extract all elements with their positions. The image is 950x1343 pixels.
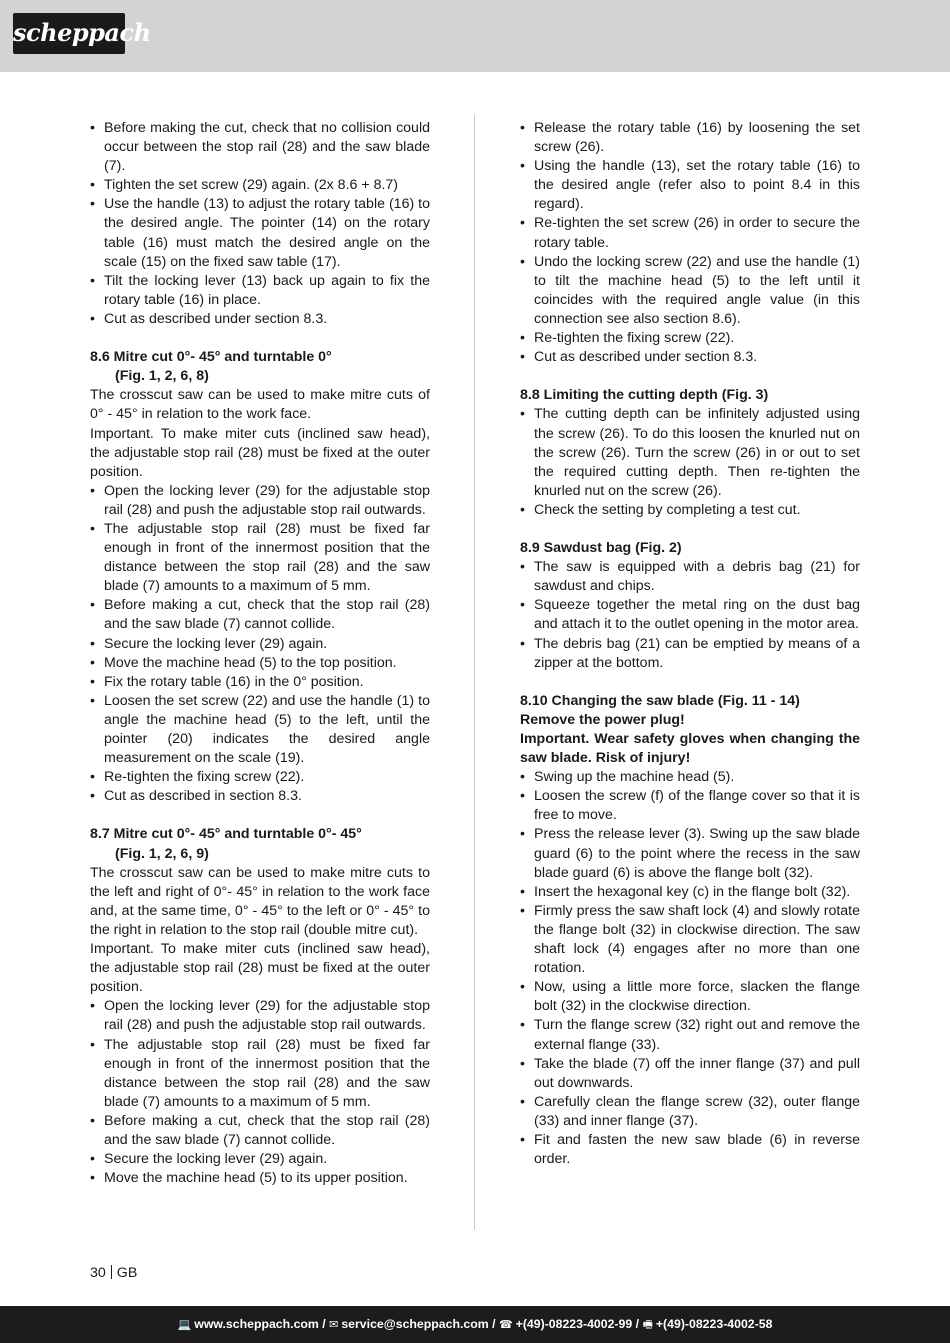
list-item: • Turn the flange screw (32) right out and remove the external flange (33). bbox=[520, 1016, 860, 1054]
list-8-9 bbox=[520, 558, 860, 673]
list-item: • Now, using a little more force, slacken the flange bolt (32) in the clockwise direction. bbox=[520, 978, 860, 1016]
list-8-8 bbox=[520, 405, 860, 520]
list-item: • Move the machine head (5) to the top position. bbox=[90, 654, 430, 673]
list-item: • Re-tighten the fixing screw (22). bbox=[520, 329, 860, 348]
list-8-7 bbox=[90, 997, 430, 1188]
list-item: • Carefully clean the flange screw (32), outer flange (33) and inner flange (37). bbox=[520, 1093, 860, 1131]
paragraph: The crosscut saw can be used to make mitre cuts of 0° - 45° in relation to the work face. bbox=[90, 387, 430, 423]
brand-logo: scheppach bbox=[13, 13, 125, 54]
fax-icon: 🖷 bbox=[642, 1319, 653, 1331]
phone-icon: ☎ bbox=[498, 1319, 513, 1331]
warning-power-plug: Remove the power plug! bbox=[520, 711, 685, 728]
list-item: • Loosen the set screw (22) and use the handle (1) to angle the machine head (5) to the left, until the pointer (20) indicates the desired angle measurement on the scale (19). bbox=[90, 692, 430, 768]
footer-website[interactable]: www.scheppach.com / bbox=[194, 1317, 326, 1331]
list-8-6 bbox=[90, 482, 430, 807]
page-number bbox=[90, 1264, 137, 1283]
list-item: • The saw is equipped with a debris bag (21) for sawdust and chips. bbox=[520, 558, 860, 596]
list-item: • Open the locking lever (29) for the adjustable stop rail (28) and push the adjustable stop rail outwards. bbox=[90, 482, 430, 520]
list-item: • Squeeze together the metal ring on the dust bag and attach it to the outlet opening in the motor area. bbox=[520, 596, 860, 634]
list-item: • Using the handle (13), set the rotary table (16) to the desired angle (refer also to point 8.4 in this regard). bbox=[520, 157, 860, 214]
list-item: • Before making the cut, check that no collision could occur between the stop rail (28) and the saw blade (7). bbox=[90, 119, 430, 176]
list-item: • Fit and fasten the new saw blade (6) in reverse order. bbox=[520, 1131, 860, 1169]
list-item: • Loosen the screw (f) of the flange cover so that it is free to move. bbox=[520, 787, 860, 825]
section-figs-8-6: (Fig. 1, 2, 6, 8) bbox=[115, 368, 209, 385]
section-heading-8-7: 8.7 Mitre cut 0°- 45° and turntable 0°- 45° bbox=[90, 826, 362, 843]
paragraph: Important. To make miter cuts (inclined saw head), the adjustable stop rail (28) must be fixed at the outer position. bbox=[90, 425, 430, 480]
list-item: • Cut as described in section 8.3. bbox=[90, 787, 430, 806]
list-item: • Firmly press the saw shaft lock (4) and slowly rotate the flange bolt (32) in clockwise direction. The saw shaft lock (4) engages after no more than one rotation. bbox=[520, 902, 860, 978]
list-item: • The cutting depth can be infinitely adjusted using the screw (26). To do this loosen the knurled nut on the screw (26). Turn the screw (26) in or out to set the required cutting depth. Then re-tighten the knurled nut on the screw (26). bbox=[520, 405, 860, 500]
list-item: • Before making a cut, check that the stop rail (28) and the saw blade (7) cannot collide. bbox=[90, 1112, 430, 1150]
list-item: • The debris bag (21) can be emptied by means of a zipper at the bottom. bbox=[520, 635, 860, 673]
mail-icon: ✉ bbox=[329, 1319, 339, 1331]
list-8-10 bbox=[520, 768, 860, 1169]
list-item: • Secure the locking lever (29) again. bbox=[90, 1150, 430, 1169]
list-item: • Before making a cut, check that the stop rail (28) and the saw blade (7) cannot collide. bbox=[90, 596, 430, 634]
list-item: • Fix the rotary table (16) in the 0° position. bbox=[90, 673, 430, 692]
section-heading-8-10: 8.10 Changing the saw blade (Fig. 11 - 14) bbox=[520, 692, 800, 709]
page-language: GB bbox=[116, 1265, 138, 1281]
list-item: • Take the blade (7) off the inner flange (37) and pull out downwards. bbox=[520, 1055, 860, 1093]
list-item: • Tilt the locking lever (13) back up again to fix the rotary table (16) in place. bbox=[90, 272, 430, 310]
page-header bbox=[0, 0, 950, 72]
list-item: • Re-tighten the set screw (26) in order to secure the rotary table. bbox=[520, 214, 860, 252]
section-figs-8-7: (Fig. 1, 2, 6, 9) bbox=[115, 845, 209, 862]
column-divider bbox=[474, 115, 475, 1230]
list-item: • Tighten the set screw (29) again. (2x 8.6 + 8.7) bbox=[90, 176, 430, 195]
list-item: • Use the handle (13) to adjust the rotary table (16) to the desired angle. The pointer (14) on the rotary table (16) must match the desired angle on the scale (15) on the fixed saw table (17). bbox=[90, 195, 430, 271]
list-item: • Press the release lever (3). Swing up the saw blade guard (6) to the point where the recess in the saw blade guard (6) is above the flange bolt (32). bbox=[520, 825, 860, 882]
list-item: • Insert the hexagonal key (c) in the flange bolt (32). bbox=[520, 883, 860, 902]
paragraph: Important. To make miter cuts (inclined saw head), the adjustable stop rail (28) must be fixed at the outer position. bbox=[90, 941, 430, 996]
section-heading-8-8: 8.8 Limiting the cutting depth (Fig. 3) bbox=[520, 387, 769, 404]
section-heading-8-6: 8.6 Mitre cut 0°- 45° and turntable 0° bbox=[90, 349, 332, 366]
page-number-value: 30 bbox=[90, 1265, 106, 1281]
warning-gloves: Important. Wear safety gloves when changing the saw blade. Risk of injury! bbox=[520, 731, 860, 767]
list-item: • Secure the locking lever (29) again. bbox=[90, 635, 430, 654]
list-item: • Cut as described under section 8.3. bbox=[90, 310, 430, 329]
right-column bbox=[520, 119, 860, 1169]
section-heading-8-9: 8.9 Sawdust bag (Fig. 2) bbox=[520, 540, 682, 557]
list-item: • Move the machine head (5) to its upper position. bbox=[90, 1169, 430, 1188]
footer-phone: +(49)-08223-4002-99 / bbox=[515, 1317, 640, 1331]
intro-list-right bbox=[520, 119, 860, 367]
footer-fax: +(49)-08223-4002-58 bbox=[655, 1317, 773, 1331]
page-number-separator bbox=[111, 1265, 112, 1279]
paragraph: The crosscut saw can be used to make mitre cuts to the left and right of 0°- 45° in relation to the work face and, at the same time, 0° - 45° to the left or 0° - 45° to the right in relation to the stop rail (double mitre cut). bbox=[90, 864, 430, 938]
list-item: • The adjustable stop rail (28) must be fixed far enough in front of the innermost position that the distance between the stop rail (28) and the saw blade (7) amounts to a maximum of 5 mm. bbox=[90, 520, 430, 596]
intro-list-left bbox=[90, 119, 430, 329]
list-item: • Undo the locking screw (22) and use the handle (1) to tilt the machine head (5) to the left until it coincides with the required angle value (in this connection see also section 8.6). bbox=[520, 253, 860, 329]
list-item: • Release the rotary table (16) by loosening the set screw (26). bbox=[520, 119, 860, 157]
left-column bbox=[90, 119, 430, 1188]
page-footer bbox=[0, 1306, 950, 1343]
list-item: • Open the locking lever (29) for the adjustable stop rail (28) and push the adjustable stop rail outwards. bbox=[90, 997, 430, 1035]
computer-icon: 💻 bbox=[177, 1319, 192, 1331]
list-item: • Cut as described under section 8.3. bbox=[520, 348, 860, 367]
list-item: • Swing up the machine head (5). bbox=[520, 768, 860, 787]
list-item: • The adjustable stop rail (28) must be fixed far enough in front of the innermost position that the distance between the stop rail (28) and the saw blade (7) amounts to a maximum of 5 mm. bbox=[90, 1036, 430, 1112]
footer-email[interactable]: service@scheppach.com / bbox=[341, 1317, 496, 1331]
list-item: • Re-tighten the fixing screw (22). bbox=[90, 768, 430, 787]
list-item: • Check the setting by completing a test cut. bbox=[520, 501, 860, 520]
